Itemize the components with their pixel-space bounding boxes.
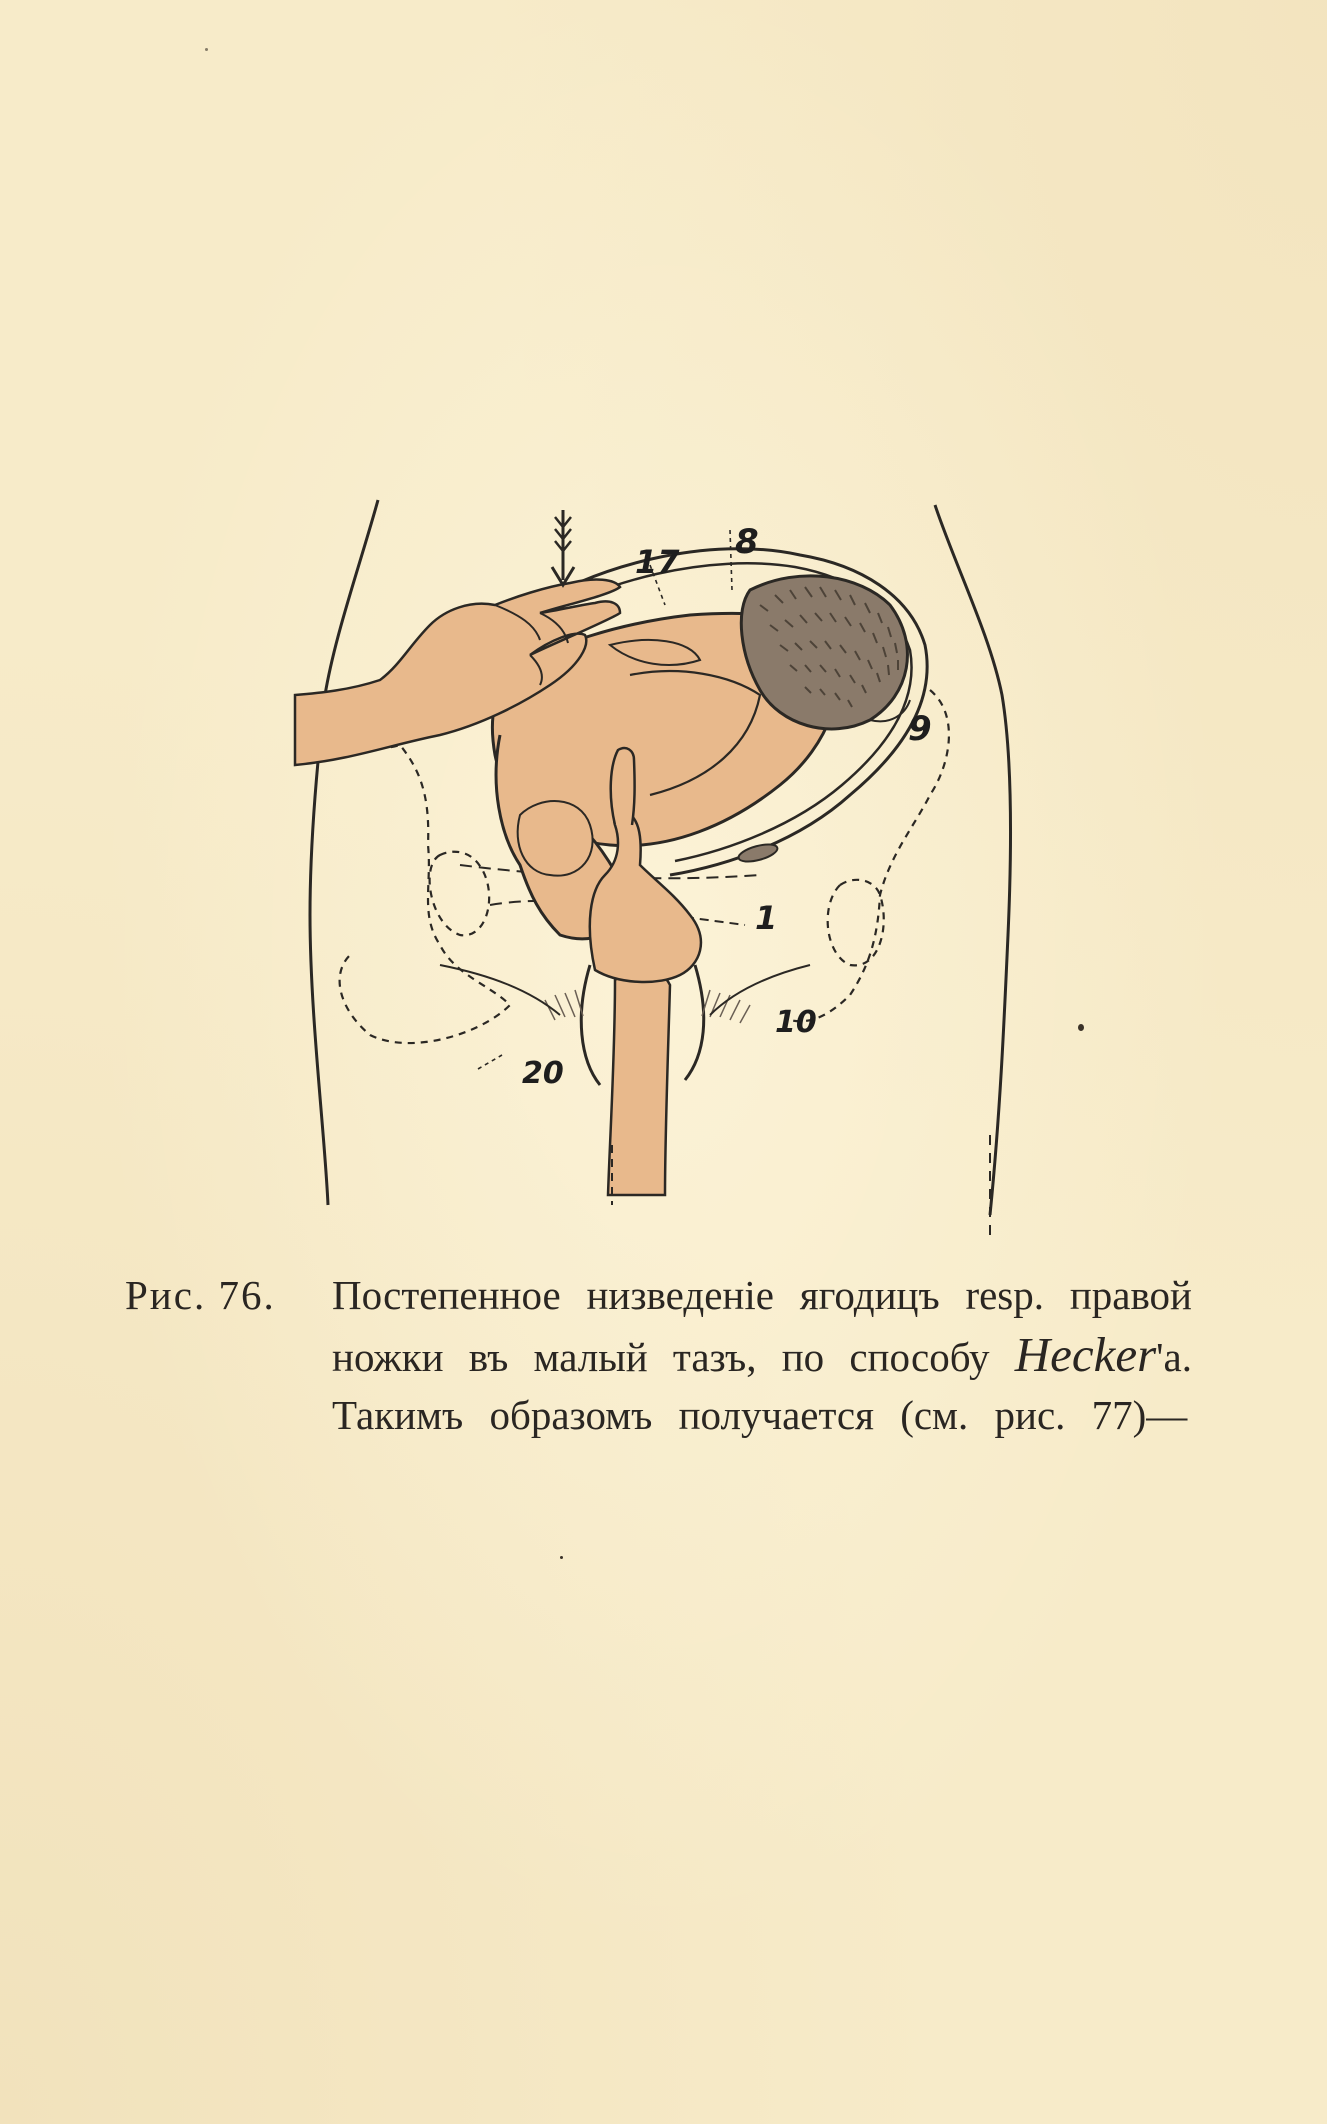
label-10: 10 xyxy=(775,1005,817,1040)
caption-line-2-start: ножки въ малый тазъ, по способу xyxy=(332,1334,990,1380)
pointer-8 xyxy=(730,530,732,590)
paper-speck xyxy=(560,1556,563,1559)
caption-text-line-3: Такимъ образомъ получается (см. рис. 77)— xyxy=(332,1392,1188,1438)
pointer-20 xyxy=(478,1055,502,1069)
figure-number: Рис. 76. xyxy=(125,1272,276,1318)
inner-forearm xyxy=(608,969,670,1195)
label-1: 1 xyxy=(755,899,778,937)
caption-line-3 xyxy=(120,1385,1200,1445)
label-8: 8 xyxy=(735,522,759,562)
uterine-marker xyxy=(737,841,779,865)
left-body-contour xyxy=(310,500,378,1205)
figure-caption xyxy=(120,1265,1200,1445)
illustration-svg xyxy=(290,495,1030,1250)
label-9: 9 xyxy=(908,709,932,749)
left-foramen xyxy=(430,852,490,936)
caption-line-1 xyxy=(120,1265,1200,1325)
right-foramen xyxy=(828,880,884,966)
caption-text-line-1: Постепенное низведенiе ягодицъ resp. правой xyxy=(332,1272,1192,1318)
caption-line-2-suffix: 'а. xyxy=(1156,1334,1192,1380)
pressure-arrow-icon xyxy=(552,510,574,585)
caption-text-line-2 xyxy=(332,1325,1192,1387)
inner-hand-thumb xyxy=(611,748,635,825)
obstetric-illustration xyxy=(290,495,1030,1250)
author-name: Hecker xyxy=(1014,1327,1157,1382)
paper-speck xyxy=(1078,1024,1084,1031)
label-17: 17 xyxy=(635,543,680,581)
fetal-leg xyxy=(518,801,593,876)
caption-line-2 xyxy=(120,1325,1200,1385)
label-20: 20 xyxy=(522,1056,564,1091)
right-body-contour xyxy=(935,505,1010,1215)
paper-speck xyxy=(205,48,208,51)
